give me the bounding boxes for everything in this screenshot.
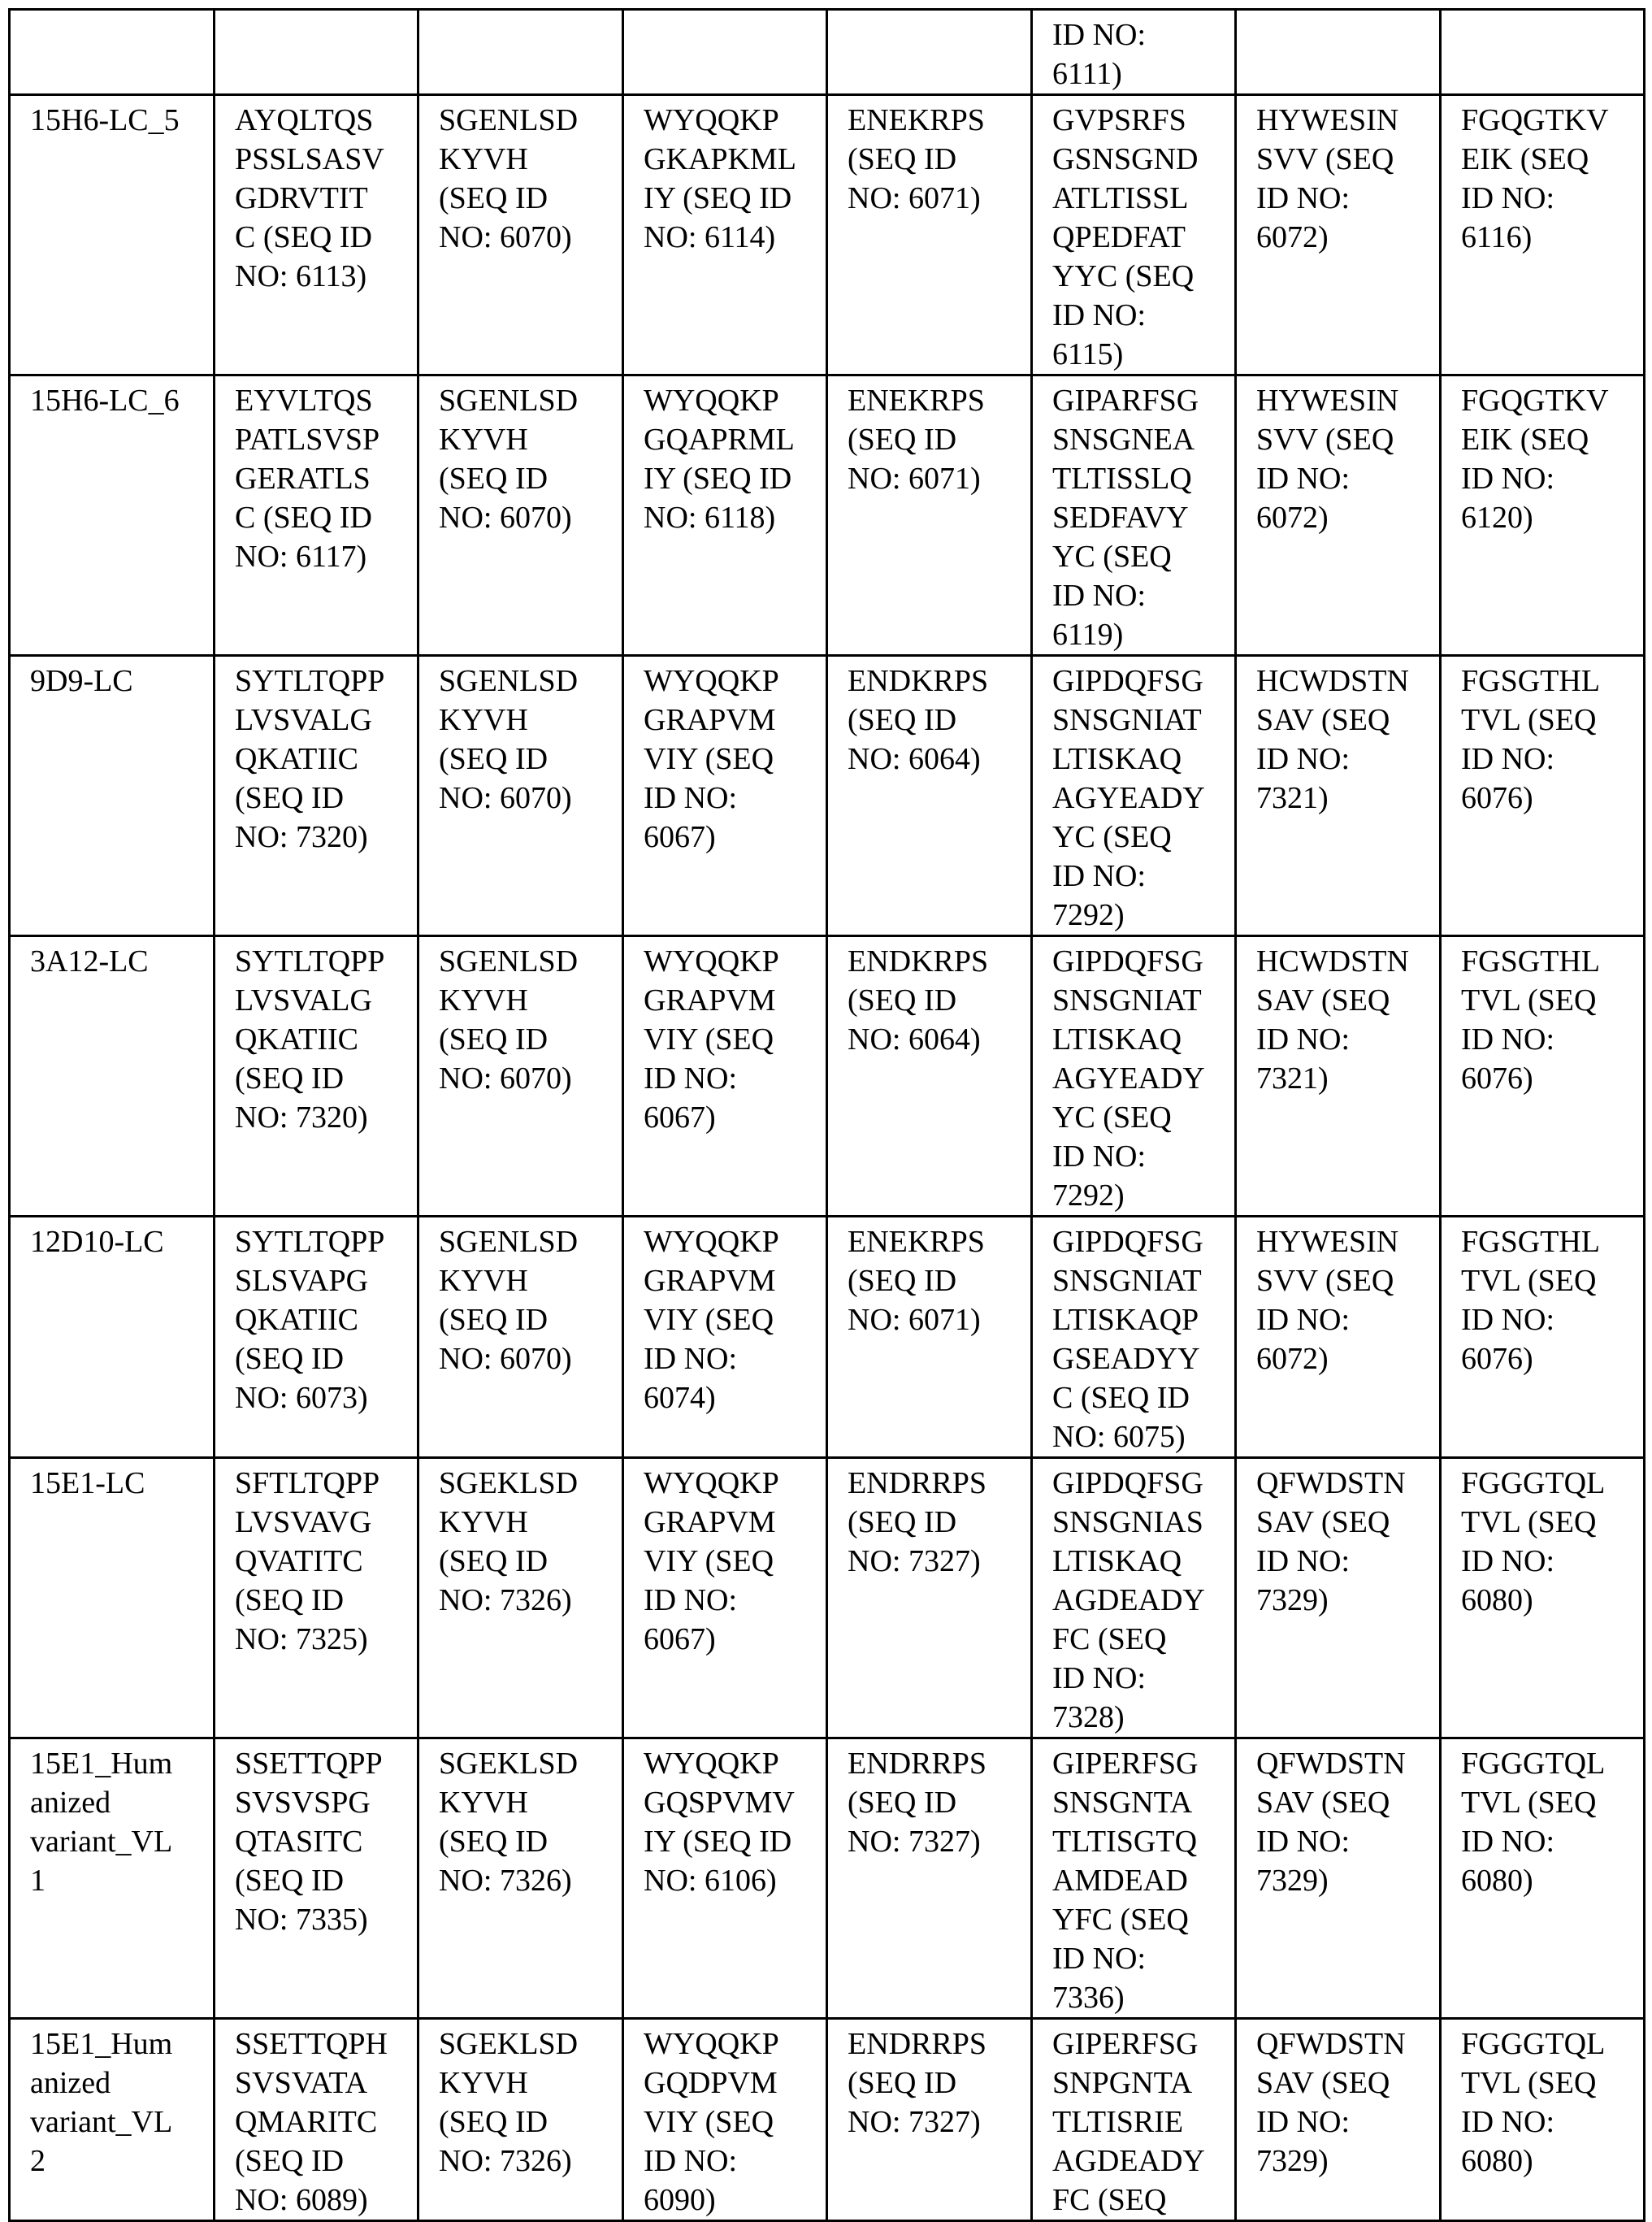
cell-cdr2: ENEKRPS (SEQ ID NO: 6071) (827, 1217, 1032, 1458)
cell-cdr2 (827, 10, 1032, 95)
cell-fr2: WYQQKP GKAPKML IY (SEQ ID NO: 6114) (623, 95, 827, 375)
cell-fr2: WYQQKP GQAPRML IY (SEQ ID NO: 6118) (623, 375, 827, 656)
cell-cdr2: ENDRRPS (SEQ ID NO: 7327) (827, 2019, 1032, 2221)
table-row (10, 1458, 1645, 1738)
cell-antibody-name: 12D10-LC (10, 1217, 215, 1458)
table-row (10, 936, 1645, 1217)
cell-fr4: FGSGTHL TVL (SEQ ID NO: 6076) (1441, 936, 1645, 1217)
cell-cdr3: HYWESIN SVV (SEQ ID NO: 6072) (1236, 95, 1441, 375)
cell-fr2: WYQQKP GRAPVM VIY (SEQ ID NO: 6067) (623, 656, 827, 936)
cell-cdr3: QFWDSTN SAV (SEQ ID NO: 7329) (1236, 2019, 1441, 2221)
cell-fr2: WYQQKP GQDPVM VIY (SEQ ID NO: 6090) (623, 2019, 827, 2221)
cell-cdr2: ENDKRPS (SEQ ID NO: 6064) (827, 656, 1032, 936)
sequence-table (8, 8, 1645, 2222)
cell-fr4: FGSGTHL TVL (SEQ ID NO: 6076) (1441, 656, 1645, 936)
cell-cdr1: SGEKLSD KYVH (SEQ ID NO: 7326) (418, 1738, 623, 2019)
cell-fr1: SYTLTQPP LVSVALG QKATIIC (SEQ ID NO: 7320) (215, 936, 418, 1217)
cell-cdr2: ENEKRPS (SEQ ID NO: 6071) (827, 375, 1032, 656)
cell-antibody-name: 15E1_Hum anized variant_VL 1 (10, 1738, 215, 2019)
cell-fr2: WYQQKP GQSPVMV IY (SEQ ID NO: 6106) (623, 1738, 827, 2019)
cell-fr1: SSETTQPP SVSVSPG QTASITC (SEQ ID NO: 7335) (215, 1738, 418, 2019)
cell-cdr1: SGENLSD KYVH (SEQ ID NO: 6070) (418, 95, 623, 375)
table-row (10, 1217, 1645, 1458)
cell-fr4: FGGGTQL TVL (SEQ ID NO: 6080) (1441, 2019, 1645, 2221)
table-row (10, 656, 1645, 936)
cell-fr3: GIPARFSG SNSGNEA TLTISSLQ SEDFAVY YC (SEQ ID NO: 6119) (1032, 375, 1236, 656)
cell-cdr3: HYWESIN SVV (SEQ ID NO: 6072) (1236, 1217, 1441, 1458)
cell-fr3: GIPDQFSG SNSGNIAT LTISKAQP GSEADYY C (SEQ ID NO: 6075) (1032, 1217, 1236, 1458)
cell-fr4: FGGGTQL TVL (SEQ ID NO: 6080) (1441, 1458, 1645, 1738)
cell-fr2: WYQQKP GRAPVM VIY (SEQ ID NO: 6067) (623, 1458, 827, 1738)
cell-fr4 (1441, 10, 1645, 95)
cell-cdr3 (1236, 10, 1441, 95)
cell-antibody-name (10, 10, 215, 95)
cell-cdr3: HCWDSTN SAV (SEQ ID NO: 7321) (1236, 936, 1441, 1217)
cell-cdr1: SGENLSD KYVH (SEQ ID NO: 6070) (418, 936, 623, 1217)
cell-fr1: SSETTQPH SVSVATA QMARITC (SEQ ID NO: 6089) (215, 2019, 418, 2221)
table-row (10, 1738, 1645, 2019)
cell-cdr1: SGENLSD KYVH (SEQ ID NO: 6070) (418, 656, 623, 936)
cell-fr3: GIPERFSG SNPGNTA TLTISRIE AGDEADY FC (SEQ (1032, 2019, 1236, 2221)
table-row (10, 2019, 1645, 2221)
cell-fr3: GIPDQFSG SNSGNIAT LTISKAQ AGYEADY YC (SEQ ID NO: 7292) (1032, 936, 1236, 1217)
cell-antibody-name: 15H6-LC_5 (10, 95, 215, 375)
cell-antibody-name: 15H6-LC_6 (10, 375, 215, 656)
cell-cdr2: ENEKRPS (SEQ ID NO: 6071) (827, 95, 1032, 375)
cell-antibody-name: 15E1_Hum anized variant_VL 2 (10, 2019, 215, 2221)
cell-cdr3: QFWDSTN SAV (SEQ ID NO: 7329) (1236, 1738, 1441, 2019)
cell-fr1 (215, 10, 418, 95)
cell-cdr1: SGEKLSD KYVH (SEQ ID NO: 7326) (418, 1458, 623, 1738)
cell-antibody-name: 3A12-LC (10, 936, 215, 1217)
cell-antibody-name: 15E1-LC (10, 1458, 215, 1738)
cell-fr4: FGSGTHL TVL (SEQ ID NO: 6076) (1441, 1217, 1645, 1458)
cell-fr4: FGQGTKV EIK (SEQ ID NO: 6116) (1441, 95, 1645, 375)
cell-cdr3: HCWDSTN SAV (SEQ ID NO: 7321) (1236, 656, 1441, 936)
cell-cdr2: ENDRRPS (SEQ ID NO: 7327) (827, 1458, 1032, 1738)
cell-fr2: WYQQKP GRAPVM VIY (SEQ ID NO: 6067) (623, 936, 827, 1217)
cell-cdr1: SGENLSD KYVH (SEQ ID NO: 6070) (418, 1217, 623, 1458)
cell-fr1: SFTLTQPP LVSVAVG QVATITC (SEQ ID NO: 7325) (215, 1458, 418, 1738)
table-row (10, 10, 1645, 95)
cell-antibody-name: 9D9-LC (10, 656, 215, 936)
cell-cdr1: SGEKLSD KYVH (SEQ ID NO: 7326) (418, 2019, 623, 2221)
cell-fr1: SYTLTQPP SLSVAPG QKATIIC (SEQ ID NO: 6073) (215, 1217, 418, 1458)
cell-cdr1: SGENLSD KYVH (SEQ ID NO: 6070) (418, 375, 623, 656)
cell-cdr2: ENDKRPS (SEQ ID NO: 6064) (827, 936, 1032, 1217)
table-row (10, 95, 1645, 375)
table-row (10, 375, 1645, 656)
cell-fr3: GVPSRFS GSNSGND ATLTISSL QPEDFAT YYC (SEQ ID NO: 6115) (1032, 95, 1236, 375)
cell-cdr3: HYWESIN SVV (SEQ ID NO: 6072) (1236, 375, 1441, 656)
cell-fr3: GIPDQFSG SNSGNIAT LTISKAQ AGYEADY YC (SEQ ID NO: 7292) (1032, 656, 1236, 936)
cell-fr3: GIPERFSG SNSGNTA TLTISGTQ AMDEAD YFC (SEQ ID NO: 7336) (1032, 1738, 1236, 2019)
cell-cdr1 (418, 10, 623, 95)
cell-fr1: SYTLTQPP LVSVALG QKATIIC (SEQ ID NO: 7320) (215, 656, 418, 936)
cell-fr4: FGQGTKV EIK (SEQ ID NO: 6120) (1441, 375, 1645, 656)
cell-cdr2: ENDRRPS (SEQ ID NO: 7327) (827, 1738, 1032, 2019)
cell-fr4: FGGGTQL TVL (SEQ ID NO: 6080) (1441, 1738, 1645, 2019)
cell-fr3: GIPDQFSG SNSGNIAS LTISKAQ AGDEADY FC (SEQ ID NO: 7328) (1032, 1458, 1236, 1738)
cell-cdr3: QFWDSTN SAV (SEQ ID NO: 7329) (1236, 1458, 1441, 1738)
cell-fr2 (623, 10, 827, 95)
cell-fr1: AYQLTQS PSSLSASV GDRVTIT C (SEQ ID NO: 6113) (215, 95, 418, 375)
cell-fr2: WYQQKP GRAPVM VIY (SEQ ID NO: 6074) (623, 1217, 827, 1458)
cell-fr1: EYVLTQS PATLSVSP GERATLS C (SEQ ID NO: 6117) (215, 375, 418, 656)
cell-fr3: ID NO: 6111) (1032, 10, 1236, 95)
